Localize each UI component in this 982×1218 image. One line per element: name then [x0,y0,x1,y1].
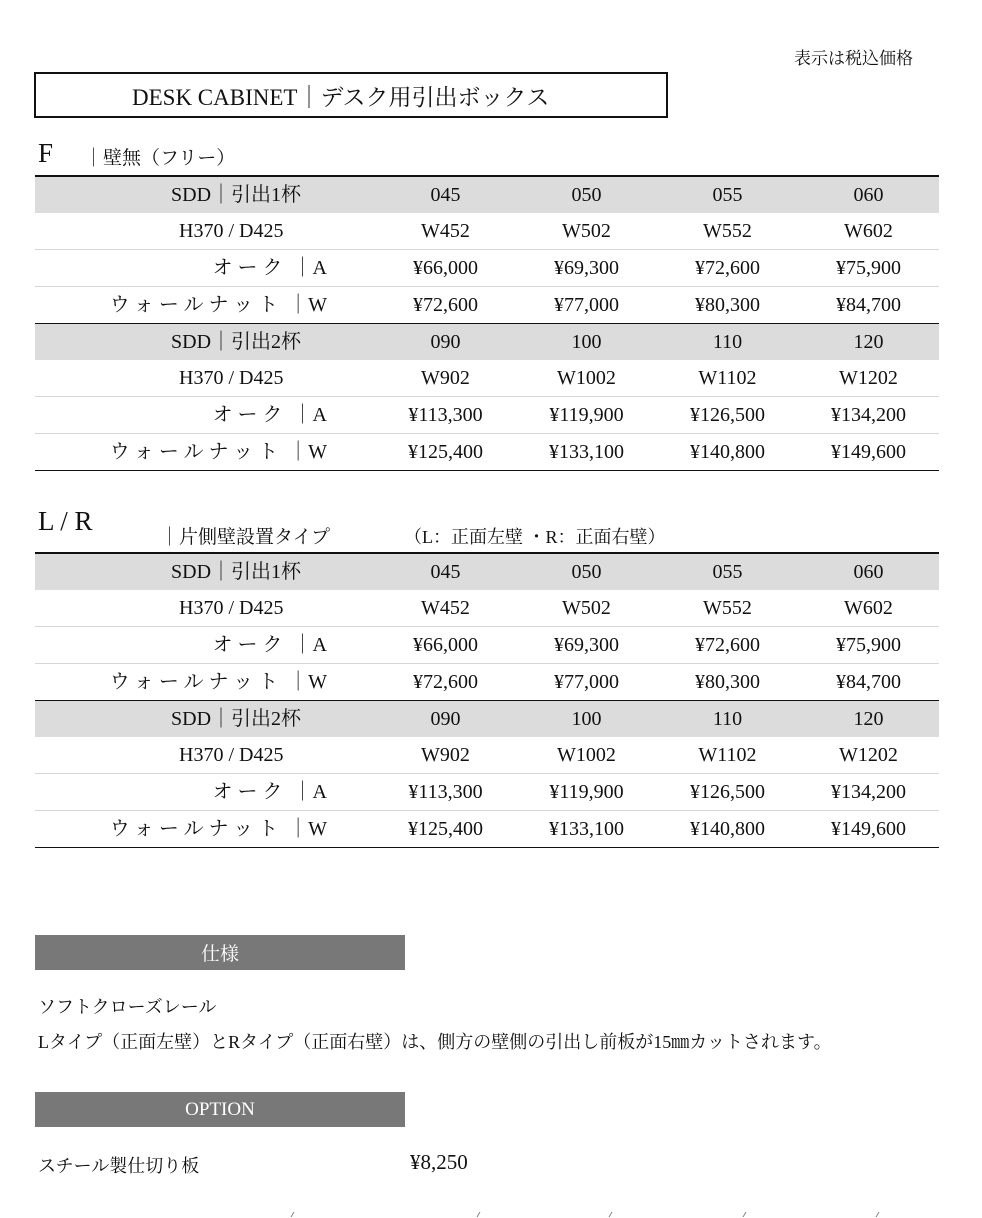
section-f-letter: F [38,138,54,168]
size-code: 060 [798,553,939,590]
spec-heading: 仕様 [200,944,239,965]
series-label: SDD｜引出2杯 [35,701,375,738]
width-value: W1202 [798,737,939,774]
table-row [35,176,939,213]
size-code: 050 [516,553,657,590]
size-code: 110 [657,701,798,738]
table-row [35,287,939,324]
price-value: ¥133,100 [516,811,657,848]
table-row [35,397,939,434]
cutoff-mark [291,1212,295,1217]
width-value: W502 [516,213,657,250]
table-row [35,701,939,738]
dimensions-label: H370 / D425 [35,213,375,250]
size-code: 100 [516,324,657,361]
price-value: ¥72,600 [375,287,516,324]
price-value: ¥75,900 [798,627,939,664]
size-code: 120 [798,324,939,361]
section-lr-letter: L / R [38,506,93,536]
finish-label-walnut [35,287,375,324]
price-value: ¥134,200 [798,774,939,811]
width-value: W1202 [798,360,939,397]
finish-code: ｜A [292,781,327,803]
table-row [35,627,939,664]
width-value: W552 [657,213,798,250]
width-value: W452 [375,213,516,250]
width-value: W602 [798,213,939,250]
width-value: W1002 [516,737,657,774]
table-row [35,360,939,397]
finish-name: ウォールナット [109,441,284,463]
price-value: ¥119,900 [516,774,657,811]
width-value: W502 [516,590,657,627]
price-value: ¥140,800 [657,434,798,471]
dimensions-label: H370 / D425 [35,360,375,397]
table-row [35,774,939,811]
finish-code: ｜W [288,671,327,693]
size-code: 050 [516,176,657,213]
table-row [35,324,939,361]
price-value: ¥113,300 [375,397,516,434]
finish-name: オーク [212,781,288,803]
price-value: ¥77,000 [516,664,657,701]
finish-code: ｜A [292,634,327,656]
finish-label-oak [35,774,375,811]
price-value: ¥125,400 [375,811,516,848]
option-heading: OPTION [185,1098,255,1120]
price-value: ¥125,400 [375,434,516,471]
price-value: ¥75,900 [798,250,939,287]
width-value: W602 [798,590,939,627]
table-row [35,553,939,590]
finish-name: ウォールナット [109,671,284,693]
price-value: ¥80,300 [657,664,798,701]
cutoff-mark [743,1212,747,1217]
table-row [35,737,939,774]
price-value: ¥84,700 [798,664,939,701]
finish-code: ｜W [288,441,327,463]
table-row [35,664,939,701]
section-f-subtitle: ｜壁無（フリー） [84,148,236,169]
dimensions-label: H370 / D425 [35,737,375,774]
price-value: ¥126,500 [657,774,798,811]
cutoff-mark [609,1212,613,1217]
finish-label-oak [35,627,375,664]
dimensions-label: H370 / D425 [35,590,375,627]
width-value: W1102 [657,737,798,774]
price-value: ¥149,600 [798,811,939,848]
size-code: 060 [798,176,939,213]
price-value: ¥80,300 [657,287,798,324]
cutoff-mark [477,1212,481,1217]
series-label: SDD｜引出1杯 [35,176,375,213]
price-value: ¥77,000 [516,287,657,324]
size-code: 090 [375,701,516,738]
price-value: ¥69,300 [516,627,657,664]
tax-note: 表示は税込価格 [794,49,913,68]
width-value: W902 [375,737,516,774]
width-value: W1102 [657,360,798,397]
finish-label-oak [35,397,375,434]
size-code: 055 [657,553,798,590]
size-code: 045 [375,176,516,213]
width-value: W552 [657,590,798,627]
page-title: DESK CABINET｜デスク用引出ボックス [132,84,550,110]
spec-line: ソフトクローズレール [38,997,217,1017]
finish-name: オーク [212,404,288,426]
series-label: SDD｜引出2杯 [35,324,375,361]
price-value: ¥119,900 [516,397,657,434]
price-table-lr [35,552,939,848]
size-code: 090 [375,324,516,361]
table-row [35,250,939,287]
finish-name: ウォールナット [109,294,284,316]
finish-code: ｜W [288,294,327,316]
cutoff-mark [876,1212,880,1217]
price-value: ¥133,100 [516,434,657,471]
page-title-box [34,72,668,118]
finish-label-walnut [35,811,375,848]
finish-label-walnut [35,664,375,701]
spec-heading-bar [35,935,405,970]
finish-name: オーク [212,634,288,656]
price-value: ¥66,000 [375,627,516,664]
price-value: ¥72,600 [657,627,798,664]
size-code: 055 [657,176,798,213]
finish-name: ウォールナット [109,818,284,840]
table-row [35,434,939,471]
width-value: W1002 [516,360,657,397]
price-table-f [35,175,939,471]
option-item-price: ¥8,250 [410,1150,468,1174]
spec-line: Lタイプ（正面左壁）とRタイプ（正面右壁）は、側方の壁側の引出し前板が15㎜カットされます。 [38,1032,832,1052]
finish-code: ｜A [292,404,327,426]
finish-label-walnut [35,434,375,471]
price-value: ¥140,800 [657,811,798,848]
price-value: ¥69,300 [516,250,657,287]
price-value: ¥72,600 [375,664,516,701]
finish-name: オーク [212,257,288,279]
price-value: ¥113,300 [375,774,516,811]
price-value: ¥149,600 [798,434,939,471]
price-value: ¥66,000 [375,250,516,287]
section-lr-subtitle: ｜片側壁設置タイプ [160,527,331,548]
price-value: ¥84,700 [798,287,939,324]
finish-code: ｜W [288,818,327,840]
price-value: ¥72,600 [657,250,798,287]
finish-label-oak [35,250,375,287]
table-row [35,590,939,627]
size-code: 045 [375,553,516,590]
width-value: W902 [375,360,516,397]
series-label: SDD｜引出1杯 [35,553,375,590]
price-value: ¥134,200 [798,397,939,434]
width-value: W452 [375,590,516,627]
price-value: ¥126,500 [657,397,798,434]
size-code: 120 [798,701,939,738]
section-lr-note: （L：正面左壁 ・R：正面右壁） [404,527,666,547]
size-code: 100 [516,701,657,738]
finish-code: ｜A [292,257,327,279]
size-code: 110 [657,324,798,361]
option-heading-bar [35,1092,405,1127]
table-row [35,811,939,848]
table-row [35,213,939,250]
option-item-label: スチール製仕切り板 [38,1156,200,1176]
